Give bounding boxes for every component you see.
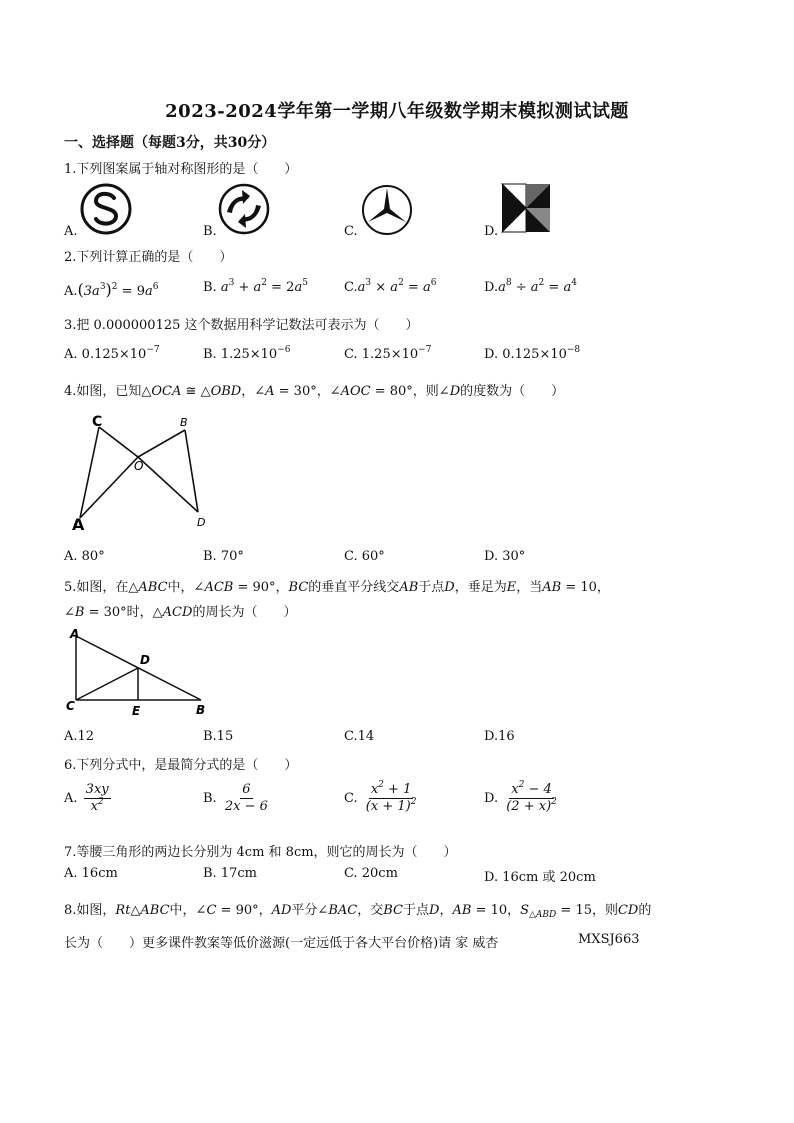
segment-ao	[80, 457, 138, 518]
q5-point-e: E	[506, 580, 517, 595]
q4-stem-part: 的度数为（ ）	[460, 384, 565, 399]
q6-option-b: B. $\frac{6}{2x - 6}$	[203, 782, 268, 814]
q5-text: 的垂直平分线交	[308, 580, 400, 595]
q8-text: = 10，	[471, 903, 521, 918]
point-d-label: D	[197, 516, 206, 529]
q8-text: = 15，则	[556, 903, 618, 918]
question-8-line-2	[64, 932, 498, 951]
q4-angle-d: D	[449, 384, 461, 399]
q8-text: 于点	[402, 903, 429, 918]
page-title: 2023-2024学年第一学期八年级数学期末模拟测试试题	[165, 101, 629, 122]
q3-option-d	[484, 347, 580, 362]
segment-co	[99, 427, 138, 457]
q8-text: 8.如图，	[64, 903, 116, 918]
q2-option-c: $C.a^3 \times a^2 = a^6$	[344, 278, 437, 295]
q4-option-b: B. 70°	[203, 549, 244, 564]
q5-text: = 90°，	[233, 580, 289, 595]
segment-cd	[76, 668, 138, 700]
q1-option-a-label: A.	[64, 224, 78, 239]
q7-option-c: C. 20cm	[344, 866, 398, 881]
q4-triangle-obd: △OBD	[200, 384, 242, 399]
q3-option-c-label: C.	[344, 347, 358, 362]
q7-option-a: A. 16cm	[64, 866, 118, 881]
q8-area-symbol: S	[520, 903, 530, 918]
q5-figure	[64, 624, 214, 719]
q6-option-a-label: A.	[64, 791, 78, 806]
q2-option-a: $A.(3a^3)^2 = 9a^6$	[64, 280, 159, 299]
q5-triangle-abc: △ABC	[128, 580, 168, 595]
q5-text: 的周长为（ ）	[192, 605, 297, 620]
question-4-stem: 4.如图，已知△OCA ≅ △OBD，∠A = 30°，∠AOC = 80°，则∠D的度数为（ ）	[64, 384, 565, 399]
q4-triangle-oca: △OCA	[141, 384, 182, 399]
q5-option-c: C.14	[344, 729, 375, 744]
q8-text: 中，∠	[169, 903, 207, 918]
question-3-stem: 3.把 0.000000125 这个数据用科学记数法可表示为（ ）	[64, 318, 419, 333]
q1-option-b-label: B.	[203, 224, 217, 239]
question-7-stem: 7.等腰三角形的两边长分别为 4cm 和 8cm，则它的周长为（ ）	[64, 845, 457, 860]
q5-angle-b: B	[74, 605, 85, 620]
q2-option-b-label: B.	[203, 280, 217, 295]
q8-area-subscript: △ABD	[529, 910, 557, 920]
section-heading: 一、选择题（每题3分，共30分）	[64, 135, 276, 151]
q3-option-a-exponent: −7	[146, 345, 160, 355]
q6-option-d-label: D.	[484, 791, 499, 806]
q5-option-a: A.12	[64, 729, 95, 744]
q5-text: = 10，	[561, 580, 610, 595]
q1-option-c-label: C.	[344, 224, 358, 239]
question-5-line-1	[64, 576, 610, 595]
q3-option-c-exponent: −7	[418, 345, 432, 355]
q6-option-c: C. $\frac{x^2 + 1}{(x + 1)^2}$	[344, 780, 417, 814]
q5-text: ，垂足为	[454, 580, 507, 595]
q4-angle-a: A	[265, 384, 275, 399]
question-2-stem: 2.下列计算正确的是（ ）	[64, 250, 233, 265]
q5-option-d: D.16	[484, 729, 515, 744]
q5-point-d: D	[444, 580, 455, 595]
point-e-label: E	[132, 704, 141, 718]
segment-ob	[138, 430, 185, 457]
q3-option-b-exponent: −6	[277, 345, 291, 355]
q8-angle-c: C	[206, 903, 217, 918]
q8-text: ，	[439, 903, 453, 918]
point-a-label: A	[72, 515, 85, 534]
question-1-stem: 1.下列图案属于轴对称图形的是（ ）	[64, 162, 298, 177]
q3-option-a	[64, 347, 160, 362]
three-point-star-icon	[360, 182, 414, 236]
q3-option-c-mantissa: 1.25×10	[361, 347, 419, 362]
promo-code: MXSJ663	[578, 932, 640, 947]
q6-option-d: D. $\frac{x^2 - 4}{(2 + x)^2}$	[484, 780, 557, 814]
q3-option-a-mantissa: 0.125×10	[81, 347, 147, 362]
q4-stem-part: 4.如图，已知	[64, 384, 142, 399]
q2-option-d-label: D.	[484, 280, 499, 295]
q4-stem-part: = 80°，则∠	[370, 384, 450, 399]
yin-yang-arrows-icon	[217, 182, 271, 236]
q2-option-d: $D.a^8 \div a^2 = a^4$	[484, 278, 577, 295]
q4-stem-part: ，∠	[241, 384, 266, 399]
q8-line-2-text: 长为（ ）更多课件教案等低价滋源(一定远低于各大平台价格)请 家 威杏	[64, 936, 499, 951]
q7-option-d: D. 16cm 或 20cm	[484, 870, 596, 885]
q8-text: 的	[638, 903, 652, 918]
q2-option-c-label: C.	[344, 280, 358, 295]
q6-option-c-label: C.	[344, 791, 358, 806]
q8-angle-bac: BAC	[328, 903, 358, 918]
q5-option-b: B.15	[203, 729, 234, 744]
q7-option-b: B. 17cm	[203, 866, 257, 881]
q8-point-d: D	[429, 903, 440, 918]
point-a-label: A	[70, 627, 80, 641]
q8-segment-cd: CD	[617, 903, 639, 918]
q1-option-d-label: D.	[484, 224, 499, 239]
q4-angle-aoc: AOC	[340, 384, 371, 399]
point-c-label: C	[66, 699, 75, 713]
q4-stem-part: = 30°，∠	[274, 384, 341, 399]
q4-figure	[68, 412, 218, 536]
q4-option-c: C. 60°	[344, 549, 385, 564]
q5-segment-ab: AB	[542, 580, 562, 595]
question-5-line-2	[64, 601, 296, 620]
point-b-label: B	[180, 416, 188, 429]
point-d-label: D	[140, 653, 150, 667]
q5-text: ∠	[64, 605, 75, 620]
q3-option-d-exponent: −8	[566, 345, 581, 355]
q8-segment-ab: AB	[452, 903, 472, 918]
point-o-label: O	[134, 459, 144, 473]
point-b-label: B	[196, 703, 206, 717]
q3-option-d-mantissa: 0.125×10	[502, 347, 567, 362]
q5-text: 中，∠	[167, 580, 205, 595]
q6-option-b-label: B.	[203, 791, 217, 806]
q5-triangle-acd: △ACD	[152, 605, 193, 620]
q8-text: = 90°，	[216, 903, 272, 918]
q5-text: ，当	[516, 580, 543, 595]
q5-angle-acb: ACB	[204, 580, 234, 595]
q4-option-d: D. 30°	[484, 549, 526, 564]
q3-option-a-label: A.	[64, 347, 78, 362]
q8-segment-ad: AD	[271, 903, 292, 918]
q8-text: ，交	[357, 903, 384, 918]
q3-option-c	[344, 347, 431, 362]
segment-bd	[185, 430, 198, 512]
q2-option-a-label: A.	[64, 284, 78, 299]
q2-option-b: B. $a^3 + a^2 = 2a^5$	[203, 278, 308, 295]
segment-ca	[80, 427, 99, 518]
q3-option-b-mantissa: 1.25×10	[220, 347, 278, 362]
question-6-stem: 6.下列分式中，是最简分式的是（ ）	[64, 758, 298, 773]
q3-option-d-label: D.	[484, 347, 499, 362]
segment-od	[138, 457, 198, 512]
q5-text: 于点	[418, 580, 445, 595]
q3-option-b-label: B.	[203, 347, 217, 362]
q8-segment-bc: BC	[383, 903, 403, 918]
s-circle-icon	[78, 182, 134, 236]
q4-option-a: A. 80°	[64, 549, 105, 564]
q3-option-b	[203, 347, 291, 362]
q8-text: 平分∠	[291, 903, 329, 918]
q8-triangle: Rt△ABC	[115, 903, 170, 918]
question-8-line-1	[64, 899, 651, 918]
point-c-label: C	[92, 414, 103, 430]
q5-segment-ab: AB	[399, 580, 419, 595]
q6-option-a: A. $\frac{3xy}{x^2}$	[64, 782, 109, 814]
pinwheel-icon	[500, 182, 552, 234]
q5-text: = 30°时，	[84, 605, 153, 620]
q5-text: 5.如图，在	[64, 580, 129, 595]
q5-segment-bc: BC	[288, 580, 309, 595]
